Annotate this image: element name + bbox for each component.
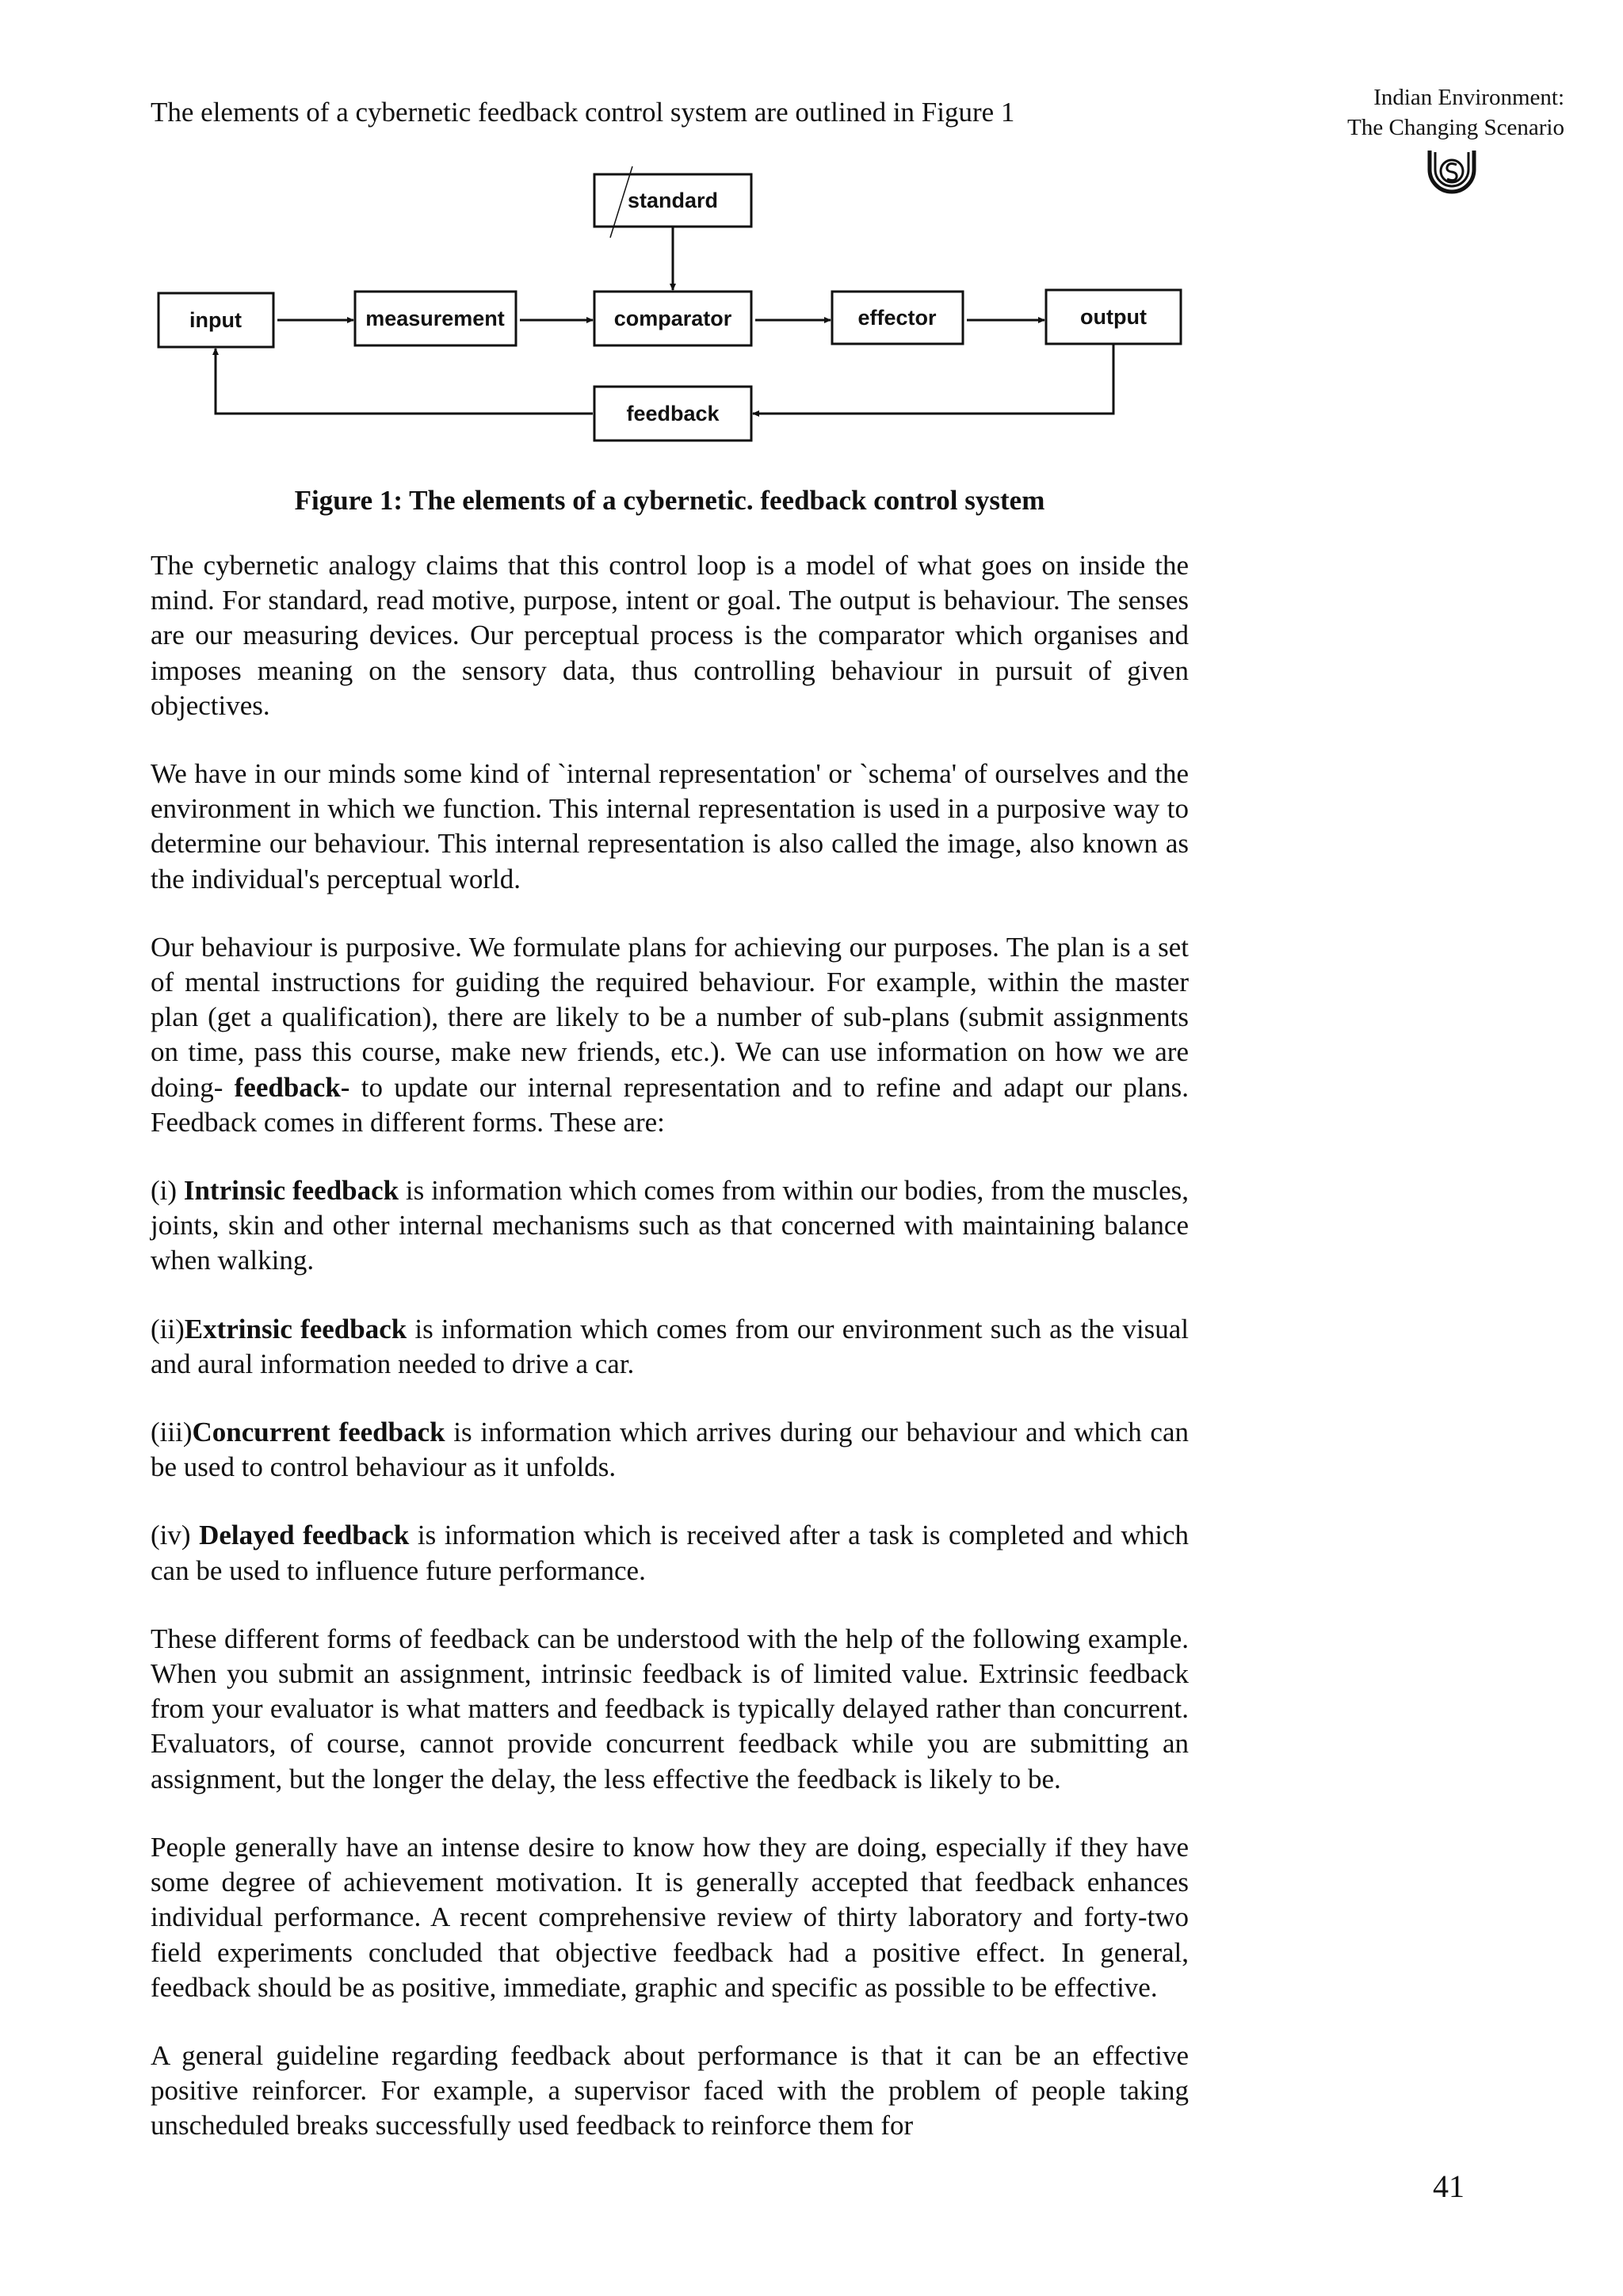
header-line-2: The Changing Scenario: [1347, 115, 1564, 140]
paragraph-text: is information which is received after a task is completed and which can be used to influence future performance.: [151, 1520, 1189, 1586]
input-label: input: [189, 308, 242, 332]
paragraph-text: is information which arrives during our behaviour and which can be used to control behaviour as it unfolds.: [151, 1417, 1189, 1483]
output-label: output: [1080, 305, 1147, 329]
paragraph: We have in our minds some kind of `internal representation' or `schema' of ourselves and the environment in which we function. This internal representation is used in a purposive way to determine our behaviour. This internal representation is also called the image, also known as the individual's perceptual world.: [151, 758, 1189, 894]
arrow-output-to-feedback: [753, 344, 1113, 414]
header-line-1: Indian Environment:: [1373, 85, 1564, 110]
body-text: [151, 548, 1189, 2177]
standard-label: standard: [627, 189, 719, 212]
paragraph: The cybernetic analogy claims that this control loop is a model of what goes on inside the mind. For standard, read motive, purpose, intent or goal. The output is behaviour. The senses are our measuring devices. Our perceptual process is the comparator which organises and imposes meaning on the sensory data, thus controlling behaviour in pursuit of given objectives.: [151, 550, 1189, 721]
list-marker: (ii): [151, 1313, 185, 1344]
paragraph-text: is information which comes from our environment such as the visual and aural information needed to drive a car.: [151, 1313, 1190, 1379]
arrow-feedback-to-input: [216, 349, 593, 414]
paragraph: [151, 930, 1189, 1140]
list-item: [151, 1518, 1189, 1588]
page-number: 41: [1433, 2168, 1465, 2204]
list-item: [151, 1415, 1189, 1485]
list-marker: (i): [151, 1175, 184, 1207]
paragraph: A general guideline regarding feedback about performance is that it can be an effective positive reinforcer. For example, a supervisor faced with the problem of people taking unscheduled breaks successfully used feedback to reinforce them for: [151, 2039, 1189, 2142]
feedback-control-diagram: [151, 158, 1197, 452]
comparator-label: comparator: [613, 307, 732, 330]
list-item: [151, 1312, 1189, 1382]
running-header: [1347, 82, 1564, 143]
list-marker: (iv): [151, 1520, 200, 1551]
paragraph-text: Our behaviour is purposive. We formulate plans for achieving our purposes. The plan is a set of mental instructions for guiding the required behaviour. For example, within the master plan (get a qualification), there are likely to be a number of sub-plans (submit assignments on time, pass this course, make new friends, etc.). We can use information on how we are doing-: [151, 931, 1189, 1103]
feedback-label: feedback: [626, 402, 720, 425]
bold-term: Intrinsic feedback: [183, 1175, 399, 1207]
paragraph-text: to update our internal representation and to refine and adapt our plans. Feedback comes in different forms. These are:: [151, 1071, 1189, 1138]
paragraph: These different forms of feedback can be understood with the help of the following example. When you submit an assignment, intrinsic feedback is of limited value. Extrinsic feedback from your evaluator is what matters and feedback is typically delayed rather than concurrent. Evaluators, of course, cannot provide concurrent feedback while you are submitting an assignment, but the longer the delay, the less effective the feedback is likely to be.: [151, 1623, 1189, 1794]
paragraph-text: is information which comes from within our bodies, from the muscles, joints, skin and other internal mechanisms such as that concerned with maintaining balance when walking.: [151, 1175, 1189, 1276]
bold-term: Delayed feedback: [199, 1520, 410, 1551]
intro-text: The elements of a cybernetic feedback control system are outlined in Figure 1: [151, 97, 1015, 128]
bold-term: Extrinsic feedback: [184, 1313, 407, 1344]
paragraph: People generally have an intense desire to know how they are doing, especially if they have some degree of achievement motivation. It is generally accepted that feedback enhances individual performance. A recent comprehensive review of thirty laboratory and forty-two field experiments concluded that objective feedback had a positive effect. In general, feedback should be as positive, immediate, graphic and specific as possible to be effective.: [151, 1831, 1189, 2003]
effector-label: effector: [857, 306, 937, 330]
university-emblem-icon: [1425, 143, 1479, 196]
bold-term: Concurrent feedback: [192, 1417, 445, 1448]
figure-caption: Figure 1: The elements of a cybernetic. feedback control system: [294, 485, 1045, 516]
list-marker: (iii): [151, 1417, 193, 1448]
bold-term: feedback-: [234, 1071, 350, 1103]
measurement-label: measurement: [365, 307, 505, 330]
list-item: [151, 1173, 1189, 1279]
